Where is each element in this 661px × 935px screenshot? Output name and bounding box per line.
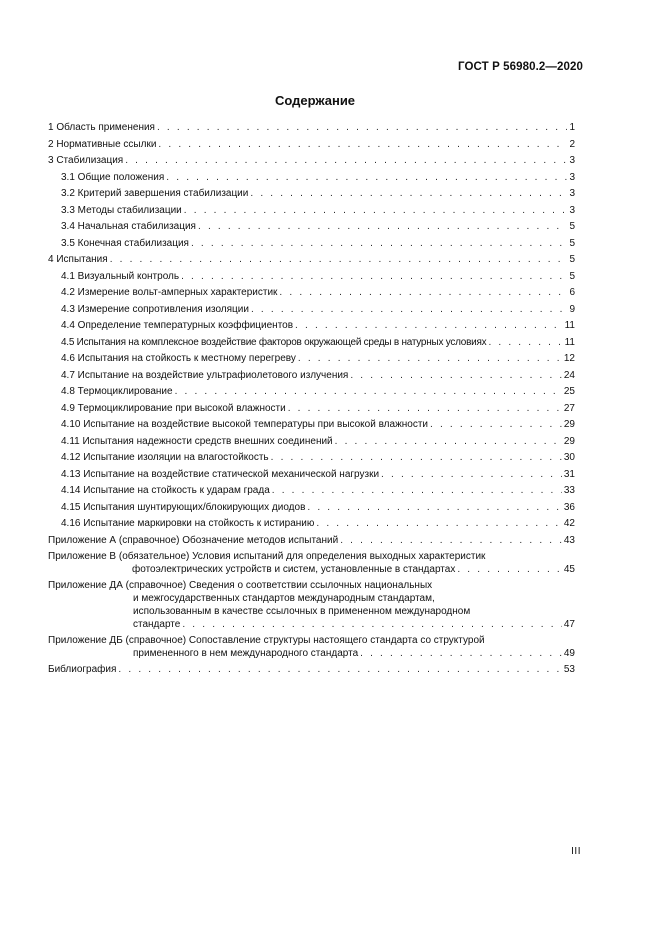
toc-entry[interactable]: 4.15 Испытания шунтирующих/блокирующих диодов . . . 36 (48, 501, 575, 518)
toc-entry[interactable]: 4.7 Испытание на воздействие ультрафиолетового излучения . . . 24 (48, 369, 575, 386)
toc-entry[interactable]: 3.5 Конечная стабилизация . . . 5 (48, 237, 575, 254)
toc-entry-appendix-b[interactable]: Приложение В (обязательное) Условия испытаний для определения выходных характеристик фотоэлектрических устройств и систем, установленные в стандартах . . . 45 (48, 550, 575, 576)
toc-entry[interactable]: 4.11 Испытания надежности средств внешних соединений . . . 29 (48, 435, 575, 452)
toc-entry-appendix-db[interactable]: Приложение ДБ (справочное) Сопоставление структуры настоящего стандарта со структурой примененного в нем международного стандарта . . . 49 (48, 634, 575, 660)
page-number: III (571, 846, 581, 857)
toc-entry-bibliography[interactable]: Библиография . . . 53 (48, 663, 575, 680)
toc-entry[interactable]: 4.6 Испытания на стойкость к местному перегреву . . . 12 (48, 352, 575, 369)
toc-entry-appendix-da[interactable]: Приложение ДА (справочное) Сведения о соответствии ссылочных национальных и межгосударственных стандартов международным стандартам, использованным в качестве ссылочных в примененном международном стандарте . . . 47 (48, 579, 575, 631)
toc-entry[interactable]: 3 Стабилизация . . . 3 (48, 154, 575, 171)
toc-entry[interactable]: 4.2 Измерение вольт-амперных характеристик . . . 6 (48, 286, 575, 303)
toc-entry[interactable]: 4.14 Испытание на стойкость к ударам града . . . 33 (48, 484, 575, 501)
toc-entry[interactable]: 3.3 Методы стабилизации . . . 3 (48, 204, 575, 221)
toc-entry[interactable]: 3.2 Критерий завершения стабилизации . . . 3 (48, 187, 575, 204)
toc-entry[interactable]: 4 Испытания . . . 5 (48, 253, 575, 270)
document-code: ГОСТ Р 56980.2—2020 (458, 61, 583, 73)
toc-entry[interactable]: 4.5 Испытания на комплексное воздействие факторов окружающей среды в натурных условиях . . . 11 (48, 336, 575, 353)
toc-entry[interactable]: 4.3 Измерение сопротивления изоляции . . . 9 (48, 303, 575, 320)
toc-entry[interactable]: 4.4 Определение температурных коэффициентов . . . 11 (48, 319, 575, 336)
toc-entry[interactable]: 4.16 Испытание маркировки на стойкость к истиранию . . . 42 (48, 517, 575, 534)
toc-entry[interactable]: 4.8 Термоциклирование . . . 25 (48, 385, 575, 402)
toc-entry[interactable]: 4.9 Термоциклирование при высокой влажности . . . 27 (48, 402, 575, 419)
toc-entry[interactable]: 4.12 Испытание изоляции на влагостойкость . . . 30 (48, 451, 575, 468)
toc-entry[interactable]: 2 Нормативные ссылки . . . 2 (48, 138, 575, 155)
toc-entry[interactable]: 4.10 Испытание на воздействие высокой температуры при высокой влажности . . . 29 (48, 418, 575, 435)
toc-title: Содержание (274, 93, 356, 108)
toc-entry[interactable]: 1 Область применения . . . 1 (48, 121, 575, 138)
toc-entry[interactable]: 4.13 Испытание на воздействие статической механической нагрузки . . . 31 (48, 468, 575, 485)
toc-entry[interactable]: 3.4 Начальная стабилизация . . . 5 (48, 220, 575, 237)
toc-entry[interactable]: 4.1 Визуальный контроль . . . 5 (48, 270, 575, 287)
toc-entry[interactable]: 3.1 Общие положения . . . 3 (48, 171, 575, 188)
table-of-contents (48, 121, 575, 680)
toc-entry[interactable]: Приложение А (справочное) Обозначение методов испытаний . . . 43 (48, 534, 575, 551)
